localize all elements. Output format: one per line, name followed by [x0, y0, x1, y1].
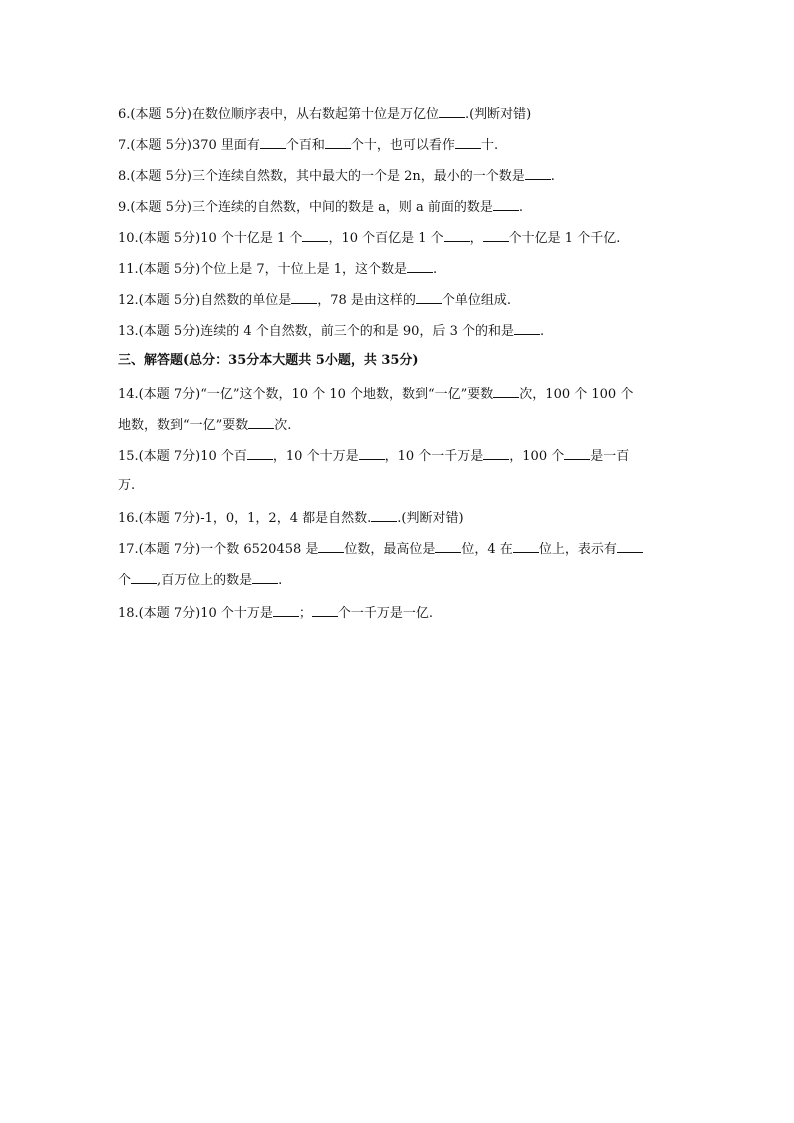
question-text: 6.(本题 5分)在数位顺序表中，从右数起第十位是万亿位 [118, 107, 439, 122]
question-11 [118, 260, 688, 278]
answer-blank[interactable] [325, 136, 351, 149]
question-7 [118, 136, 688, 154]
answer-blank[interactable] [407, 260, 433, 273]
question-9 [118, 198, 688, 216]
question-text: ； [298, 606, 312, 621]
question-18 [118, 604, 688, 622]
question-text: 次，100 个 100 个 [519, 387, 634, 402]
answer-blank[interactable] [302, 229, 328, 242]
question-text: 万. [118, 478, 136, 493]
question-text: 18.(本题 7分)10 个十万是 [118, 606, 273, 621]
answer-blank[interactable] [312, 604, 338, 617]
question-text: . [278, 573, 283, 588]
question-12 [118, 291, 688, 309]
question-text: 地数，数到“一亿”要数 [118, 418, 249, 433]
answer-blank[interactable] [564, 447, 590, 460]
question-text: 12.(本题 5分)自然数的单位是 [118, 293, 292, 308]
answer-blank[interactable] [252, 571, 278, 584]
answer-blank[interactable] [617, 540, 643, 553]
question-text: 10.(本题 5分)10 个十亿是 1 个 [118, 231, 303, 246]
answer-blank[interactable] [514, 322, 540, 335]
question-13 [118, 322, 688, 340]
question-text: . [550, 169, 555, 184]
answer-blank[interactable] [439, 105, 465, 118]
answer-blank[interactable] [525, 167, 551, 180]
question-text: ， [469, 231, 483, 246]
question-text: .(判断对错) [464, 107, 532, 122]
section-heading [118, 353, 688, 369]
answer-blank[interactable] [248, 416, 274, 429]
question-text: 十. [480, 138, 499, 153]
question-text: 个十，也可以看作 [350, 138, 455, 153]
question-10 [118, 229, 688, 247]
question-text: 8.(本题 5分)三个连续自然数，其中最大的一个是 2n，最小的一个数是 [118, 169, 525, 184]
question-text: .(判断对错) [397, 511, 464, 526]
question-text: 17.(本题 7分)一个数 6520458 是 [118, 542, 319, 557]
question-15-cont [118, 478, 688, 494]
question-text: ，78 是由这样的 [317, 293, 416, 308]
question-text: 个十亿是 1 个千亿. [508, 231, 621, 246]
question-text: 个百和 [285, 138, 325, 153]
answer-blank[interactable] [273, 604, 299, 617]
section-title: 三、解答题(总分：35分本大题共 5小题，共 35分) [118, 353, 419, 368]
question-text: 13.(本题 5分)连续的 4 个自然数，前三个的和是 90，后 3 个的和是 [118, 324, 514, 339]
question-text: ，10 个一千万是 [384, 449, 484, 464]
question-text: 个一千万是一亿. [337, 606, 434, 621]
answer-blank[interactable] [359, 447, 385, 460]
question-text: 是一百 [590, 449, 630, 464]
question-17-cont [118, 571, 688, 589]
question-text: 位上，表示有 [538, 542, 617, 557]
question-15 [118, 447, 688, 465]
question-16 [118, 509, 688, 527]
question-6 [118, 105, 688, 123]
question-text: 个单位组成. [441, 293, 512, 308]
question-text: 7.(本题 5分)370 里面有 [118, 138, 260, 153]
answer-blank[interactable] [444, 229, 470, 242]
question-8 [118, 167, 688, 185]
answer-blank[interactable] [131, 571, 157, 584]
question-17 [118, 540, 688, 558]
question-text: 15.(本题 7分)10 个百 [118, 449, 247, 464]
question-14 [118, 385, 688, 403]
question-text: . [433, 262, 438, 277]
answer-blank[interactable] [260, 136, 286, 149]
question-text: 14.(本题 7分)“一亿”这个数，10 个 10 个地数，数到“一亿”要数 [118, 387, 494, 402]
answer-blank[interactable] [513, 540, 539, 553]
question-text: 位数，最高位是 [344, 542, 436, 557]
answer-blank[interactable] [416, 291, 442, 304]
question-text: 9.(本题 5分)三个连续的自然数，中间的数是 a，则 a 前面的数是 [118, 200, 493, 215]
answer-blank[interactable] [493, 385, 519, 398]
answer-blank[interactable] [483, 447, 509, 460]
answer-blank[interactable] [455, 136, 481, 149]
question-text: ，10 个百亿是 1 个 [328, 231, 444, 246]
question-text: 16.(本题 7分)-1，0，1，2，4 都是自然数. [118, 511, 372, 526]
answer-blank[interactable] [291, 291, 317, 304]
answer-blank[interactable] [493, 198, 519, 211]
question-14-cont [118, 416, 688, 434]
answer-blank[interactable] [435, 540, 461, 553]
question-text: 11.(本题 5分)个位上是 7，十位上是 1，这个数是 [118, 262, 408, 277]
answer-blank[interactable] [318, 540, 344, 553]
question-text: . [518, 200, 523, 215]
question-text: ，10 个十万是 [272, 449, 359, 464]
question-text: ，100 个 [509, 449, 565, 464]
question-text: 位，4 在 [461, 542, 513, 557]
question-text: 次. [274, 418, 292, 433]
answer-blank[interactable] [247, 447, 273, 460]
answer-blank[interactable] [371, 509, 397, 522]
question-text: 个 [118, 573, 132, 588]
question-text: ,百万位上的数是 [157, 573, 253, 588]
question-text: . [539, 324, 545, 339]
answer-blank[interactable] [483, 229, 509, 242]
